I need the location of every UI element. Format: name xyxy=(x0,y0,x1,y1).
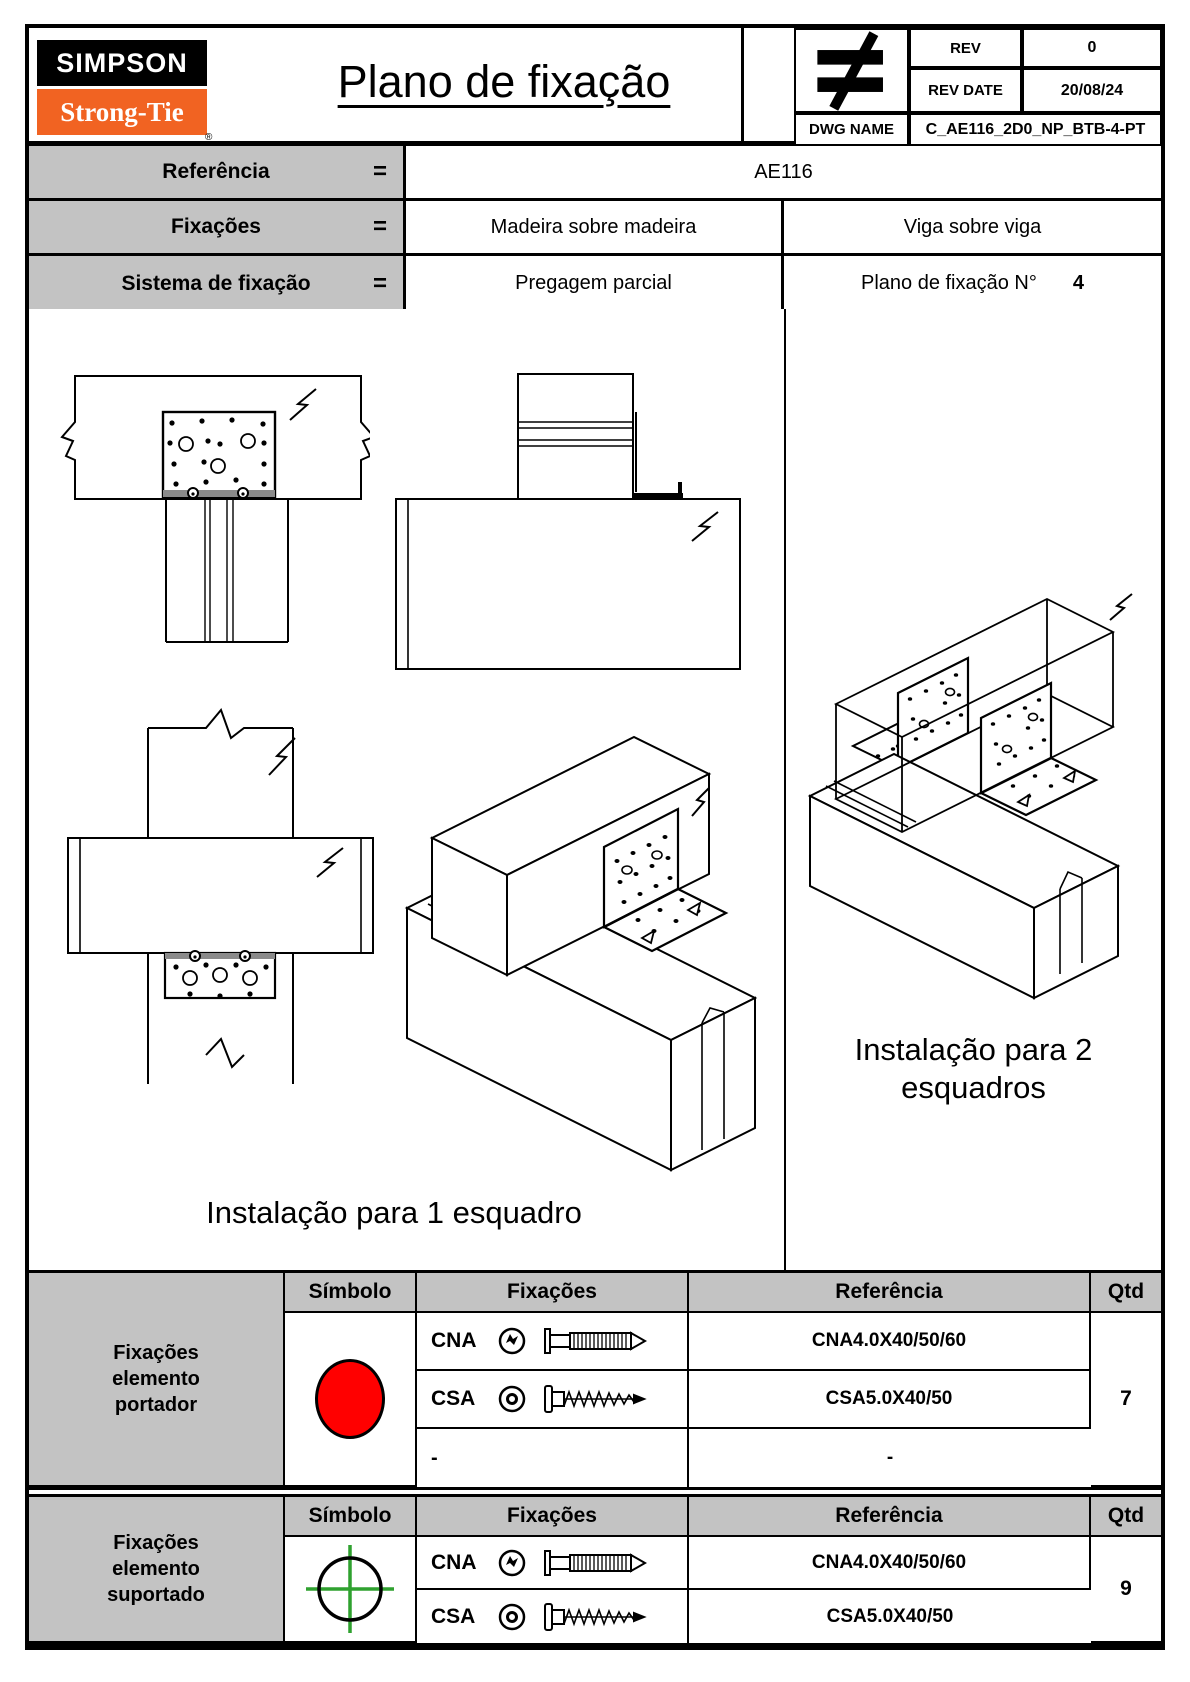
plano-number-label: Plano de fixação N° xyxy=(860,272,1037,294)
referencia-label-cell: Referência = xyxy=(29,146,406,198)
caption-one-bracket: Instalação para 1 esquadro xyxy=(206,1195,582,1230)
fixacoes-label-cell: Fixações = xyxy=(29,201,406,253)
fixings-table-suportado xyxy=(29,1494,1161,1646)
suportado-csa-reference: CSA5.0X40/50 xyxy=(689,1590,1091,1643)
info-row-sistema xyxy=(29,256,1161,311)
not-equal-icon xyxy=(794,28,909,113)
title-header xyxy=(29,28,1161,146)
suportado-symbol-cell xyxy=(285,1537,417,1643)
info-table xyxy=(29,146,1161,309)
red-circle-symbol xyxy=(315,1359,385,1439)
fixings-table-portador xyxy=(29,1273,1161,1490)
referencia-value: AE116 xyxy=(406,146,1161,198)
suportado-cna-reference: CNA4.0X40/50/60 xyxy=(689,1537,1091,1590)
equals-sign: = xyxy=(372,213,387,240)
sistema-value-left: Pregagem parcial xyxy=(406,256,784,311)
portador-cna-cell xyxy=(417,1313,689,1371)
portador-qty: 7 xyxy=(1091,1313,1161,1487)
header-qtd: Qtd xyxy=(1091,1497,1161,1537)
sheet-border xyxy=(25,24,1165,1650)
cna-nail-icon xyxy=(543,1548,648,1578)
portador-symbol-cell xyxy=(285,1313,417,1487)
rev-value: 0 xyxy=(1022,28,1162,68)
dwg-name-value: C_AE116_2D0_NP_BTB-4-PT xyxy=(909,113,1162,146)
fixacoes-value-right: Viga sobre viga xyxy=(784,201,1161,253)
page-title: Plano de fixação xyxy=(337,56,671,107)
csa-code: CSA xyxy=(431,1604,476,1628)
cna-nail-icon xyxy=(543,1326,648,1356)
header-referencia: Referência xyxy=(689,1497,1091,1537)
suportado-csa-cell xyxy=(417,1590,689,1643)
isometric-two-brackets-drawing xyxy=(798,534,1154,1006)
sistema-label-cell: Sistema de fixação = xyxy=(29,256,406,311)
plan-view-drawing xyxy=(58,706,390,1102)
logo-strongtie: Strong-Tie xyxy=(37,89,207,135)
drawings-area xyxy=(29,309,1161,1273)
revision-table xyxy=(794,28,1162,146)
csa-washer-icon xyxy=(497,1384,527,1414)
equals-sign: = xyxy=(372,158,387,185)
crosshair-symbol xyxy=(304,1543,396,1635)
dwg-name-label: DWG NAME xyxy=(794,113,909,146)
caption-two-brackets: Instalação para 2 esquadros xyxy=(854,1032,1093,1105)
group-label-portador: Fixações elemento portador xyxy=(29,1273,285,1487)
cna-code: CNA xyxy=(431,1550,477,1574)
header-simbolo: Símbolo xyxy=(285,1273,417,1313)
fixacoes-value-left: Madeira sobre madeira xyxy=(406,201,784,253)
logo-simpson: SIMPSON xyxy=(37,40,207,86)
title-block xyxy=(741,28,1161,146)
csa-screw-icon xyxy=(543,1602,648,1632)
info-row-referencia xyxy=(29,146,1161,201)
info-row-fixacoes xyxy=(29,201,1161,256)
registered-mark: ® xyxy=(205,132,213,143)
side-view-drawing xyxy=(388,344,750,676)
plano-number-cell xyxy=(784,256,1161,311)
simpson-strongtie-logo xyxy=(37,40,213,143)
front-view-drawing xyxy=(58,344,370,646)
suportado-qty: 9 xyxy=(1091,1537,1161,1643)
suportado-cna-cell xyxy=(417,1537,689,1590)
isometric-one-bracket-drawing xyxy=(392,698,778,1184)
equals-sign: = xyxy=(372,269,387,297)
group-label-suportado: Fixações elemento suportado xyxy=(29,1497,285,1643)
header-fixacoes: Fixações xyxy=(417,1273,689,1313)
cna-ring-icon xyxy=(497,1326,527,1356)
header-qtd: Qtd xyxy=(1091,1273,1161,1313)
cna-code: CNA xyxy=(431,1329,477,1352)
portador-dash-reference: - xyxy=(689,1429,1091,1487)
rev-date-label: REV DATE xyxy=(909,68,1022,113)
csa-screw-icon xyxy=(543,1384,648,1414)
rev-label: REV xyxy=(909,28,1022,68)
header-simbolo: Símbolo xyxy=(285,1497,417,1537)
portador-cna-reference: CNA4.0X40/50/60 xyxy=(689,1313,1091,1371)
csa-washer-icon xyxy=(497,1602,527,1632)
portador-dash-cell: - xyxy=(417,1429,689,1487)
portador-csa-reference: CSA5.0X40/50 xyxy=(689,1371,1091,1429)
header-fixacoes: Fixações xyxy=(417,1497,689,1537)
cna-ring-icon xyxy=(497,1548,527,1578)
column-divider xyxy=(784,309,786,1273)
portador-csa-cell xyxy=(417,1371,689,1429)
csa-code: CSA xyxy=(431,1387,476,1410)
rev-date-value: 20/08/24 xyxy=(1022,68,1162,113)
plano-number-value: 4 xyxy=(1072,272,1084,294)
header-referencia: Referência xyxy=(689,1273,1091,1313)
